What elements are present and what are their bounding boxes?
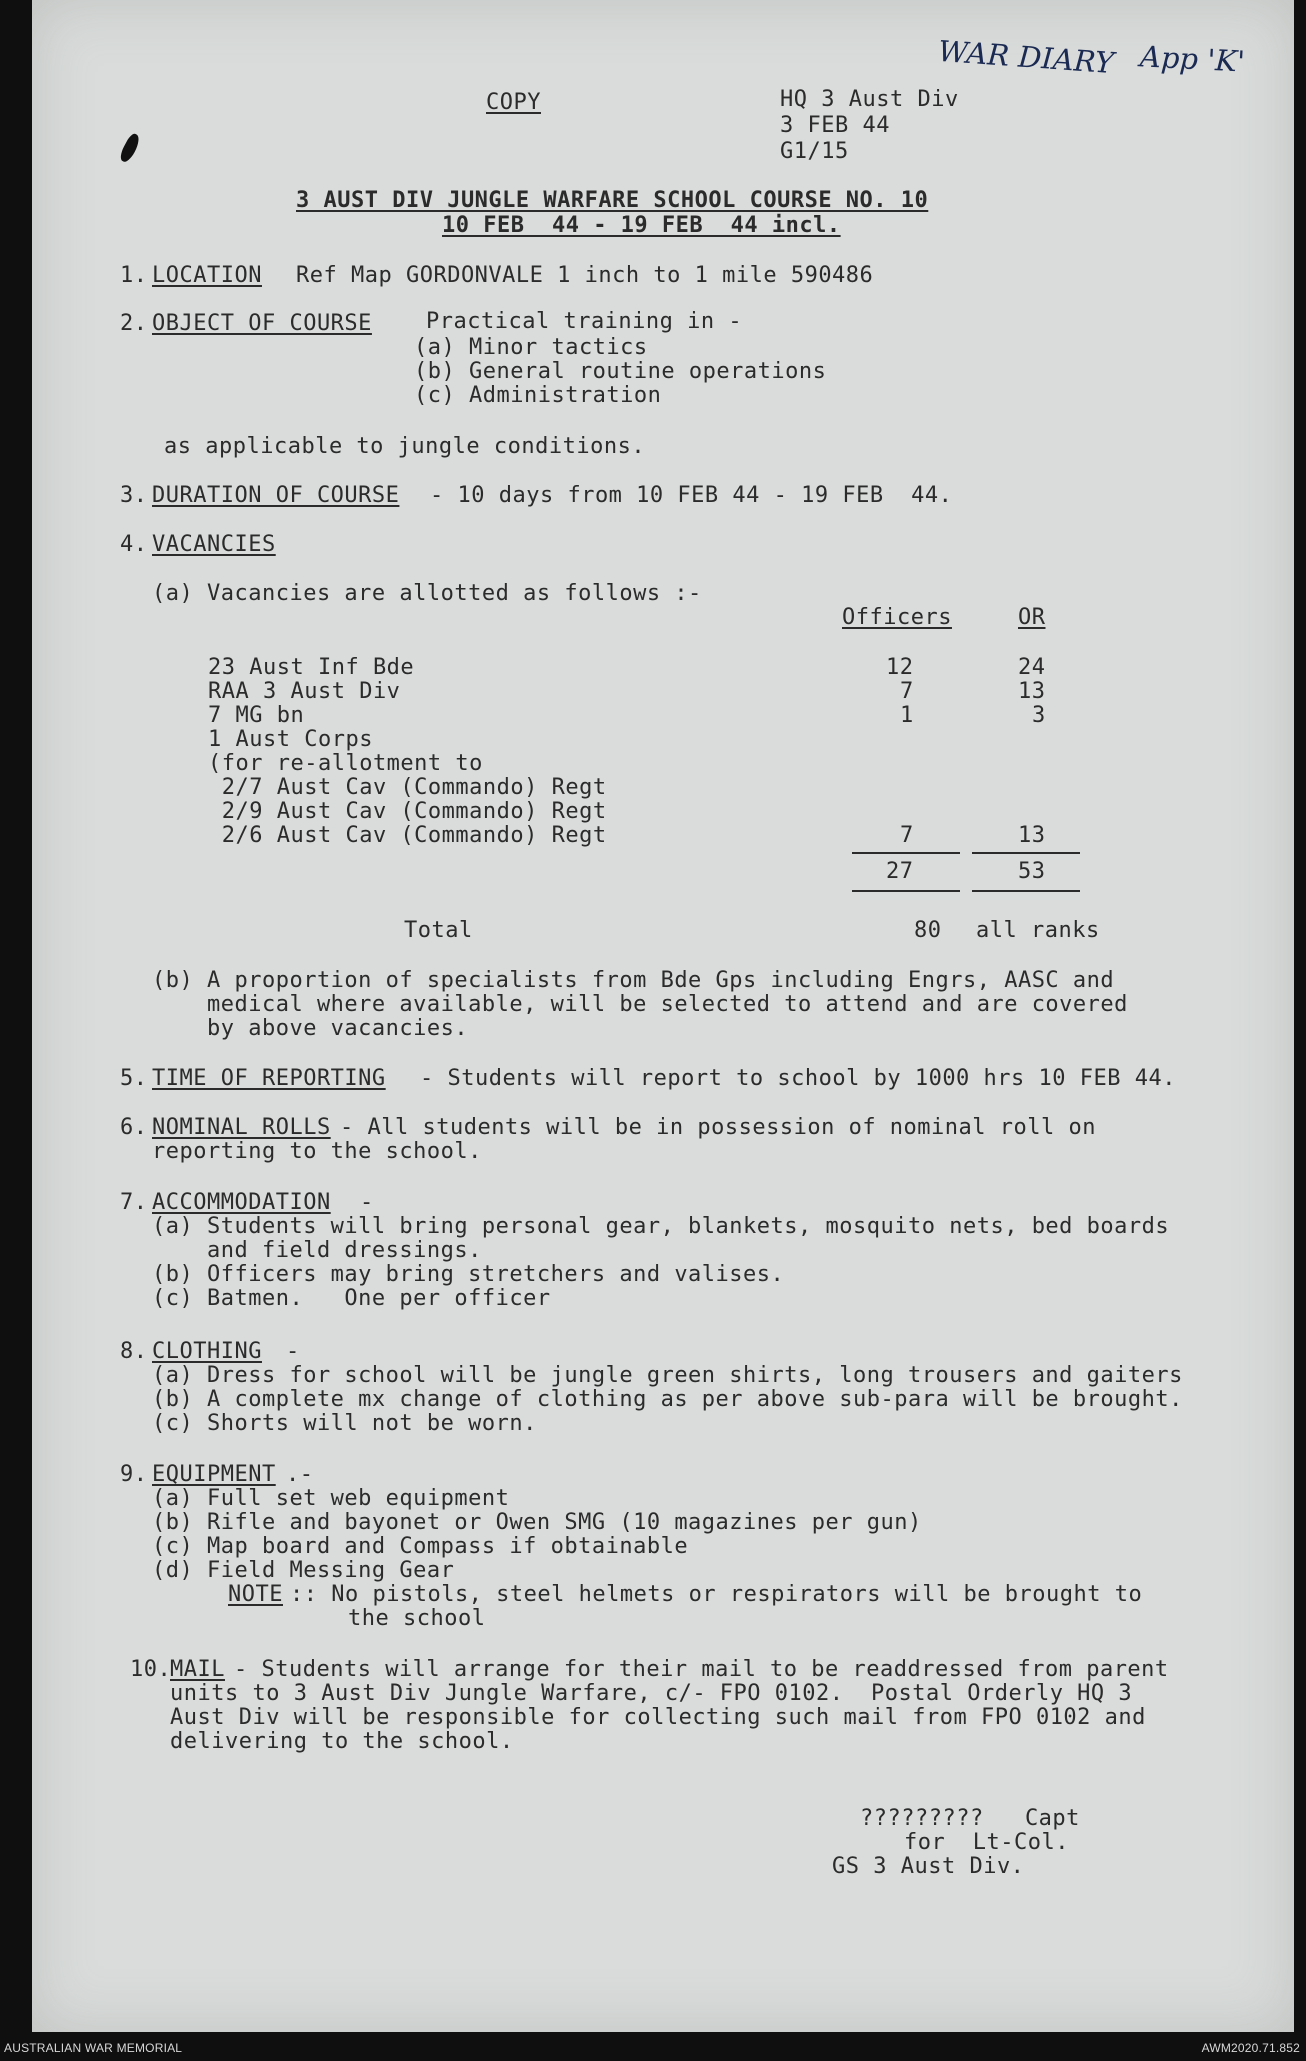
s7-heading: ACCOMMODATION (152, 1190, 331, 1215)
col-officers: Officers (842, 605, 952, 630)
s2-tail: as applicable to jungle conditions. (164, 434, 646, 459)
s7-item-c: (c) Batmen. One per officer (152, 1286, 551, 1311)
s10-line4: delivering to the school. (170, 1729, 514, 1754)
s4-heading: VACANCIES (152, 532, 276, 557)
vacancy-officers: 7 (900, 679, 914, 704)
s9-item-b: (b) Rifle and bayonet or Owen SMG (10 magazines per gun) (152, 1510, 922, 1535)
header-ref: G1/15 (780, 139, 849, 164)
vacancy-unit: (for re-allotment to (208, 751, 483, 776)
col-or: OR (1018, 605, 1046, 630)
s9-num: 9. (120, 1462, 148, 1487)
s6-num: 6. (120, 1115, 148, 1140)
s1-heading: LOCATION (152, 263, 262, 288)
subtotal-rule (972, 852, 1080, 854)
s1-text: Ref Map GORDONVALE 1 inch to 1 mile 590486 (296, 263, 874, 288)
s9-dash: .- (286, 1462, 314, 1487)
s5-num: 5. (120, 1066, 148, 1091)
subtotal-or: 53 (1018, 859, 1046, 884)
s8-heading: CLOTHING (152, 1339, 262, 1364)
vacancy-unit: RAA 3 Aust Div (208, 679, 401, 704)
s3-heading: DURATION OF COURSE (152, 483, 400, 508)
signature-line1: ????????? Capt (860, 1806, 1080, 1831)
handwritten-appendix: App 'K' (1139, 39, 1246, 79)
s10-line3: Aust Div will be responsible for collecting such mail from FPO 0102 and (170, 1705, 1146, 1730)
s7-item-a-line1: (a) Students will bring personal gear, blankets, mosquito nets, bed boards (152, 1214, 1170, 1239)
s2-item-b: (b) General routine operations (414, 359, 827, 384)
s9-item-a: (a) Full set web equipment (152, 1486, 510, 1511)
vacancy-officers: 1 (900, 703, 914, 728)
s5-heading: TIME OF REPORTING (152, 1066, 386, 1091)
total-label: Total (404, 918, 473, 943)
s10-heading: MAIL (170, 1657, 225, 1682)
s7-dash: - (360, 1190, 374, 1215)
footer-accession: AWM2020.71.852 (1201, 2041, 1300, 2055)
s7-item-a-line2: and field dressings. (152, 1238, 482, 1263)
vacancy-unit: 1 Aust Corps (208, 727, 373, 752)
s8-item-a: (a) Dress for school will be jungle green shirts, long trousers and gaiters (152, 1363, 1183, 1388)
s5-text: - Students will report to school by 1000 hrs 10 FEB 44. (420, 1066, 1176, 1091)
s2-intro: Practical training in - (426, 309, 743, 334)
s8-item-b: (b) A complete mx change of clothing as per above sub-para will be brought. (152, 1387, 1183, 1412)
vacancy-or: 13 (1018, 679, 1046, 704)
s6-text-line2: reporting to the school. (152, 1139, 482, 1164)
subtotal-officers: 27 (886, 859, 914, 884)
s9-heading: EQUIPMENT (152, 1462, 276, 1487)
s4-item-b-line1: (b) A proportion of specialists from Bde Gps including Engrs, AASC and (152, 968, 1115, 993)
footer-source: AUSTRALIAN WAR MEMORIAL (4, 2041, 183, 2055)
vacancy-officers: 12 (886, 655, 914, 680)
handwritten-war-diary: WAR DIARY (937, 33, 1116, 81)
s8-item-c: (c) Shorts will not be worn. (152, 1411, 537, 1436)
s4-item-b-line3: by above vacancies. (152, 1016, 469, 1041)
s4-item-b-line2: medical where available, will be selected to attend and are covered (152, 992, 1128, 1017)
s1-num: 1. (120, 263, 148, 288)
subtotal-rule (852, 890, 960, 892)
s9-item-c: (c) Map board and Compass if obtainable (152, 1534, 689, 1559)
signature-line3: GS 3 Aust Div. (832, 1854, 1025, 1879)
s10-line2: units to 3 Aust Div Jungle Warfare, c/- FPO 0102. Postal Orderly HQ 3 (170, 1681, 1133, 1706)
vacancy-or: 24 (1018, 655, 1046, 680)
vacancy-or: 13 (1018, 823, 1046, 848)
s3-text: - 10 days from 10 FEB 44 - 19 FEB 44. (430, 483, 953, 508)
total-unit: all ranks (976, 918, 1100, 943)
vacancy-unit: 2/9 Aust Cav (Commando) Regt (208, 799, 607, 824)
s2-item-c: (c) Administration (414, 383, 662, 408)
subtotal-rule (852, 852, 960, 854)
s3-num: 3. (120, 483, 148, 508)
s7-item-b: (b) Officers may bring stretchers and valises. (152, 1262, 785, 1287)
s2-num: 2. (120, 311, 148, 336)
s10-line1: - Students will arrange for their mail to be readdressed from parent (234, 1657, 1169, 1682)
s7-num: 7. (120, 1190, 148, 1215)
note-line2: the school (348, 1606, 486, 1631)
s10-num: 10. (130, 1657, 172, 1682)
s4-item-a: (a) Vacancies are allotted as follows :- (152, 581, 702, 606)
s9-item-d: (d) Field Messing Gear (152, 1558, 455, 1583)
s6-text: - All students will be in possession of nominal roll on (340, 1115, 1096, 1140)
s8-num: 8. (120, 1339, 148, 1364)
total-value: 80 (914, 918, 942, 943)
subtotal-rule (972, 890, 1080, 892)
vacancy-unit: 23 Aust Inf Bde (208, 655, 415, 680)
s4-num: 4. (120, 532, 148, 557)
vacancy-officers: 7 (900, 823, 914, 848)
note-label: NOTE (228, 1582, 283, 1607)
copy-label: COPY (486, 90, 541, 115)
s2-heading: OBJECT OF COURSE (152, 311, 372, 336)
document-dates: 10 FEB 44 - 19 FEB 44 incl. (442, 213, 841, 238)
vacancy-unit: 7 MG bn (208, 703, 305, 728)
s8-dash: - (286, 1339, 300, 1364)
vacancy-unit: 2/7 Aust Cav (Commando) Regt (208, 775, 607, 800)
s6-heading: NOMINAL ROLLS (152, 1115, 331, 1140)
vacancy-or: 3 (1032, 703, 1046, 728)
header-date: 3 FEB 44 (780, 113, 890, 138)
header-hq: HQ 3 Aust Div (780, 87, 959, 112)
signature-line2: for Lt-Col. (904, 1830, 1069, 1855)
note-line1: :: No pistols, steel helmets or respirators will be brought to (290, 1582, 1143, 1607)
document-title: 3 AUST DIV JUNGLE WARFARE SCHOOL COURSE NO. 10 (296, 188, 929, 213)
vacancy-unit: 2/6 Aust Cav (Commando) Regt (208, 823, 607, 848)
s2-item-a: (a) Minor tactics (414, 335, 648, 360)
